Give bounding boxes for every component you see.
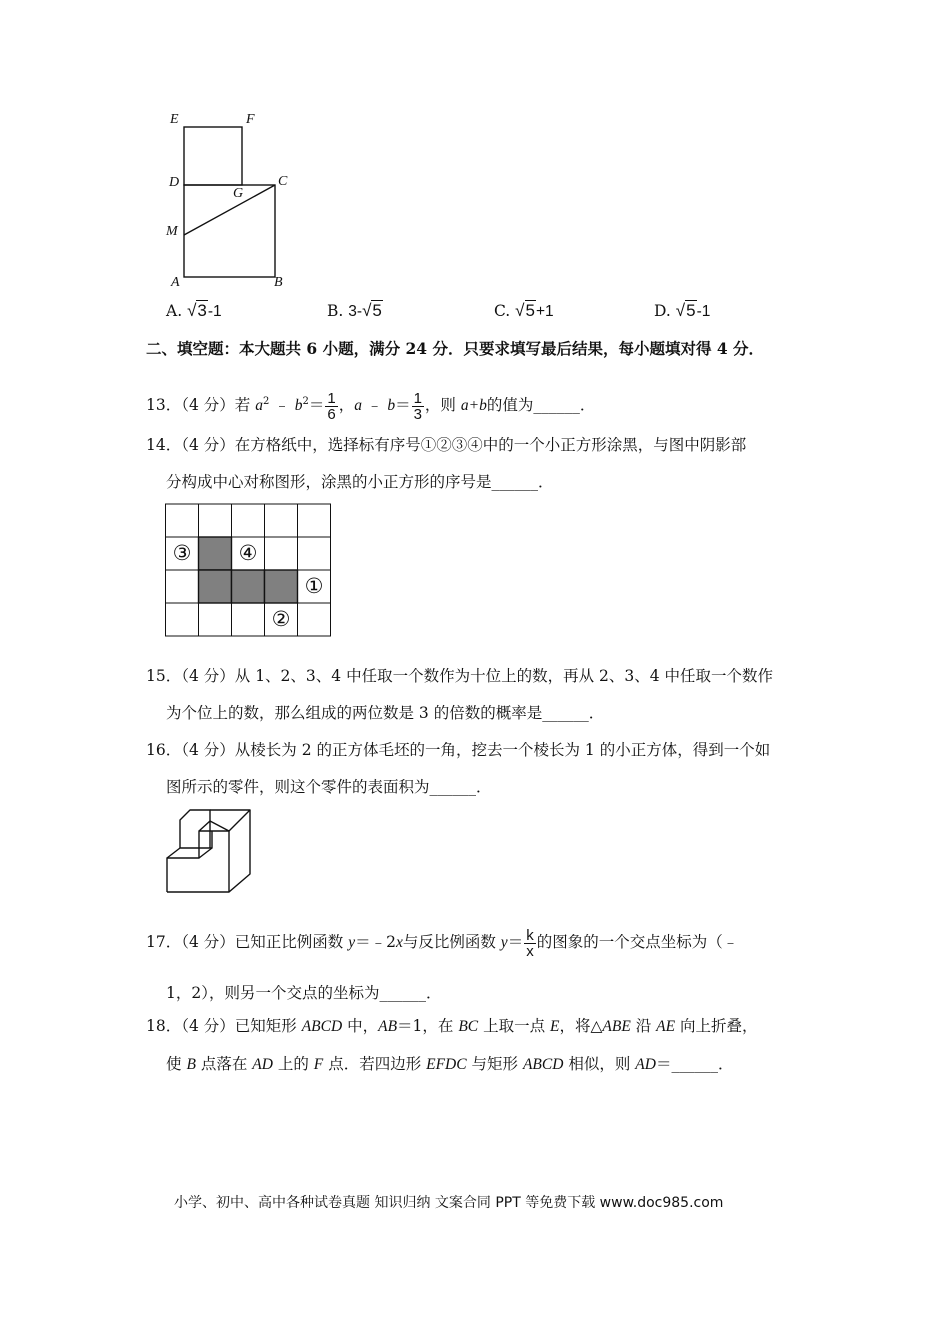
math-variable: AD — [635, 1056, 656, 1073]
minus-sign: ﹣ — [361, 396, 388, 415]
option-letter: C. — [494, 302, 511, 320]
q13-text: ，则 — [424, 396, 461, 415]
var-y: y — [348, 934, 356, 951]
equals-sign: ＝ — [395, 396, 411, 415]
q18-text: ＝1，在 — [397, 1017, 459, 1035]
q13-score: （4 分） — [181, 396, 235, 415]
math-variable: AD — [252, 1056, 273, 1073]
label-A: A — [171, 275, 180, 290]
radicand: 5 — [525, 301, 535, 320]
label-G: G — [233, 186, 244, 201]
math-variable: ABE — [602, 1018, 631, 1035]
q18-text: 沿 — [630, 1017, 657, 1035]
numerator: k — [526, 926, 534, 944]
q17-text: 17．（4 分）已知正比例函数 — [146, 933, 349, 951]
question-17-line2: 1，2），则另一个交点的坐标为______． — [166, 984, 442, 1002]
question-18-line1 — [146, 1016, 758, 1037]
q18-text: 与矩形 — [466, 1055, 523, 1073]
label-M: M — [166, 224, 178, 239]
q18-text: ＝______． — [655, 1055, 734, 1073]
question-15-line1: 15．（4 分）从 1、2、3、4 中任取一个数作为十位上的数，再从 2、3、4 中任取一个数作 — [146, 667, 774, 685]
question-14-line2: 分构成中心对称图形，涂黑的小正方形的序号是______． — [166, 473, 554, 491]
question-18-line2 — [166, 1054, 733, 1075]
denominator: 3 — [413, 405, 422, 423]
question-17-line1 — [146, 924, 738, 961]
math-variable: E — [550, 1018, 560, 1035]
denominator: 6 — [327, 405, 336, 423]
q18-text: 使 — [166, 1055, 187, 1073]
exponent: 2 — [302, 396, 309, 407]
question-16-line1: 16．（4 分）从棱长为 2 的正方体毛坯的一角，挖去一个棱长为 1 的小正方体，得到一个如 — [146, 741, 771, 759]
grid-mark-1: ① — [304, 574, 324, 598]
exponent: 2 — [262, 396, 270, 407]
math-variable: BC — [458, 1018, 479, 1035]
q13-number: 13． — [146, 396, 182, 415]
math-variable: ABCD — [522, 1056, 564, 1073]
label-E: E — [170, 112, 179, 127]
label-D: D — [169, 175, 180, 190]
question-15-line2: 为个位上的数，那么组成的两位数是 3 的倍数的概率是______． — [166, 704, 605, 722]
sqrt-expression: √5 — [362, 301, 382, 320]
fraction-k-over-x — [524, 928, 536, 959]
q18-text: 相似，则 — [563, 1055, 636, 1073]
grid-mark-2: ② — [271, 607, 291, 631]
equals-sign: ＝ — [507, 933, 524, 951]
question-16-line2: 图所示的零件，则这个零件的表面积为______． — [166, 778, 492, 796]
page-footer: 小学、初中、高中各种试卷真题 知识归纳 文案合同 PPT 等免费下载 www.doc985.com — [174, 1195, 724, 1211]
numerator: 1 — [413, 389, 422, 407]
q18-text: ，将△ — [559, 1017, 603, 1035]
q17-text: ＝﹣2 — [355, 933, 396, 951]
q18-text: 18．（4 分）已知矩形 — [146, 1017, 302, 1035]
sqrt-expression: √3 — [187, 301, 207, 320]
q18-text: 中， — [342, 1017, 379, 1035]
option-letter: B. — [327, 302, 344, 320]
var-a: a — [354, 397, 362, 415]
var-a: a — [255, 397, 263, 415]
var-x: x — [395, 934, 403, 951]
var-y: y — [500, 934, 508, 951]
label-C: C — [278, 174, 288, 189]
q17-text: 的图象的一个交点坐标为（﹣ — [536, 933, 739, 951]
radicand: 5 — [372, 301, 382, 320]
sqrt-expression: √5 — [515, 301, 535, 320]
sqrt-expression: √5 — [675, 301, 696, 320]
var-b: b — [294, 397, 303, 415]
math-variable: F — [313, 1056, 324, 1073]
numerator: 1 — [327, 389, 336, 407]
math-variable: AB — [378, 1018, 398, 1035]
question-14-line1: 14．（4 分）在方格纸中，选择标有序号①②③④中的一个小正方形涂黑，与图中阴影部 — [146, 436, 747, 454]
q18-text: 上的 — [272, 1055, 314, 1073]
var-a-plus-b: a+b — [460, 397, 487, 415]
q13-text: 若 — [234, 396, 256, 415]
option-suffix: -1 — [696, 303, 711, 320]
q18-text: 上取一点 — [478, 1017, 551, 1035]
var-b: b — [387, 397, 396, 415]
denominator: x — [526, 942, 534, 960]
comma: ， — [338, 396, 355, 415]
option-prefix: 3- — [348, 303, 363, 320]
math-variable: ABCD — [301, 1018, 343, 1035]
q18-text: 点落在 — [195, 1055, 253, 1073]
radicand: 5 — [686, 301, 696, 320]
label-B: B — [274, 275, 283, 290]
minus-sign: ﹣ — [269, 396, 295, 415]
q17-text: 与反比例函数 — [402, 933, 501, 951]
option-suffix: -1 — [207, 303, 222, 320]
grid-mark-3: ③ — [172, 541, 192, 565]
section2-header: 二、填空题：本大题共 6 小题，满分 24 分．只要求填写最后结果，每小题填对得 4 分． — [146, 339, 765, 358]
grid-mark-4: ④ — [238, 541, 258, 565]
q18-text: 向上折叠， — [675, 1017, 758, 1035]
option-letter: D. — [654, 302, 671, 320]
option-letter: A. — [166, 302, 183, 320]
equals-sign: ＝ — [308, 396, 325, 415]
label-F: F — [246, 112, 255, 127]
math-variable: EFDC — [426, 1056, 467, 1073]
math-variable: AE — [656, 1018, 676, 1035]
math-variable: B — [186, 1056, 196, 1073]
option-suffix: +1 — [535, 303, 554, 320]
radicand: 3 — [197, 301, 207, 320]
q18-text: 点．若四边形 — [323, 1055, 427, 1073]
q13-text: 的值为______． — [486, 396, 596, 415]
